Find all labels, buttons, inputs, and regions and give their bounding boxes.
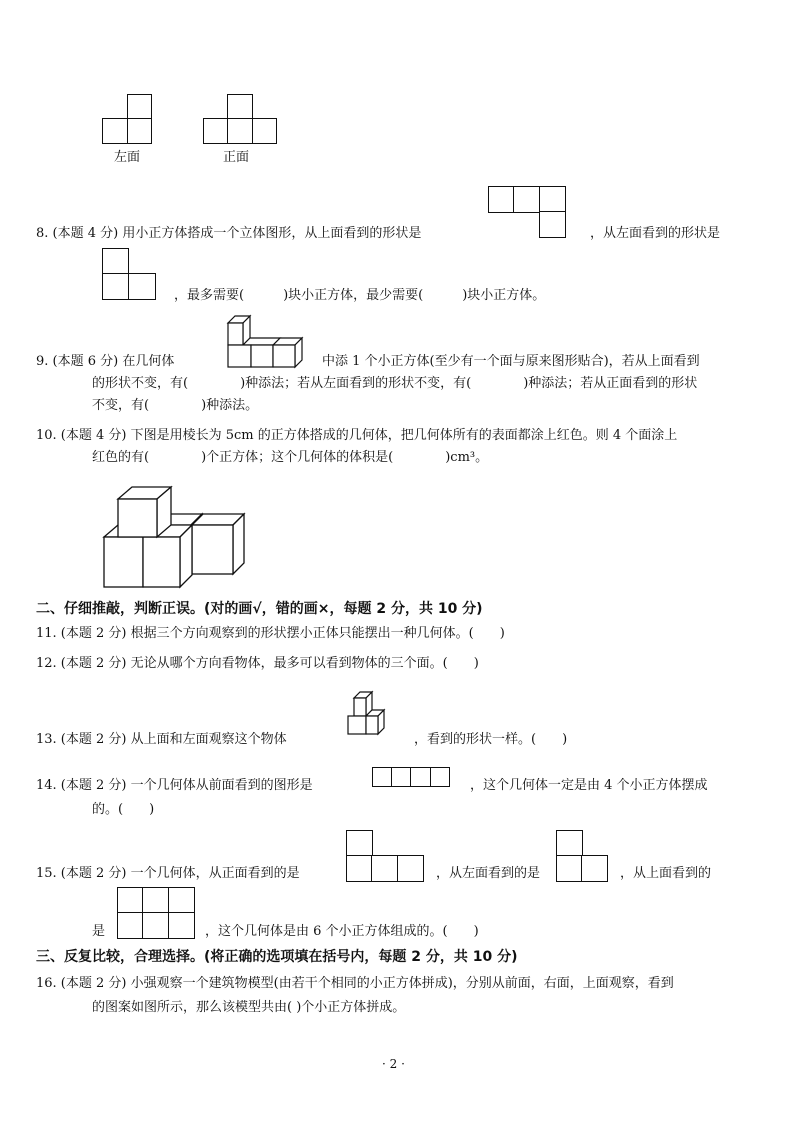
section-2-title: 二、仔细推敲，判断正误。(对的画√，错的画×，每题 2 分，共 10 分) — [36, 601, 483, 617]
q9-text-1: 9. (本题 6 分) 在几何体 — [36, 354, 175, 369]
q15-front-view-figure — [346, 830, 424, 882]
q14-text-3: 的。( ) — [92, 802, 155, 817]
q11-text: 11. (本题 2 分) 根据三个方向观察到的形状摆小正体只能摆出一种几何体。( ) — [36, 626, 505, 641]
q9-text-3: 的形状不变，有( )种添法；若从左面看到的形状不变，有( )种添法；若从正面看到的形状 — [92, 376, 698, 391]
q15-text-3: ，从上面看到的 — [620, 866, 712, 881]
q14-text-1: 14. (本题 2 分) 一个几何体从前面看到的图形是 — [36, 778, 313, 793]
section-3-title: 三、反复比较，合理选择。(将正确的选项填在括号内，每题 2 分，共 10 分) — [36, 949, 518, 965]
page-number: · 2 · — [382, 1057, 405, 1071]
q14-text-2: ，这个几何体一定是由 4 个小正方体摆成 — [470, 778, 708, 793]
q13-text-2: ，看到的形状一样。( ) — [414, 732, 568, 747]
front-view-label: 正面 — [223, 150, 250, 165]
q10-text-2: 红色的有( )个正方体；这个几何体的体积是( )cm³。 — [92, 450, 489, 465]
q12-text: 12. (本题 2 分) 无论从哪个方向看物体，最多可以看到物体的三个面。( ) — [36, 656, 479, 671]
q15-top-view-figure — [117, 887, 195, 939]
q15-text-4: 是 — [92, 924, 106, 939]
q13-solid-figure — [348, 692, 396, 738]
left-view-label: 左面 — [114, 150, 141, 165]
q8-text-3: ，最多需要( )块小正方体，最少需要( )块小正方体。 — [174, 288, 546, 303]
q16-text-1: 16. (本题 2 分) 小强观察一个建筑物模型(由若干个相同的小正方体拼成)，分别从前面，右面，上面观察，看到 — [36, 976, 674, 991]
q15-text-2: ，从左面看到的是 — [436, 866, 541, 881]
left-view-figure — [102, 94, 152, 144]
q9-solid-figure — [228, 316, 308, 368]
q10-text-1: 10. (本题 4 分) 下图是用棱长为 5cm 的正方体搭成的几何体，把几何体所有的表面都涂上红色。则 4 个面涂上 — [36, 428, 678, 443]
q15-text-5: ，这个几何体是由 6 个小正方体组成的。( ) — [205, 924, 479, 939]
q16-text-2: 的图案如图所示，那么该模型共由( )个小正方体拼成。 — [92, 1000, 406, 1015]
q15-left-view-figure — [556, 830, 608, 882]
q13-text-1: 13. (本题 2 分) 从上面和左面观察这个物体 — [36, 732, 287, 747]
front-view-figure — [203, 94, 277, 144]
q9-text-2: 中添 1 个小正方体(至少有一个面与原来图形贴合)，若从上面看到 — [322, 354, 700, 369]
q8-text-1: 8. (本题 4 分) 用小正方体搭成一个立体图形，从上面看到的形状是 — [36, 226, 422, 241]
q15-text-1: 15. (本题 2 分) 一个几何体，从正面看到的是 — [36, 866, 300, 881]
q9-text-4: 不变，有( )种添法。 — [92, 398, 259, 413]
q14-front-view-figure — [372, 767, 450, 787]
q10-solid-figure — [104, 487, 244, 587]
q8-text-2: ，从左面看到的形状是 — [590, 226, 721, 241]
q8-left-view-figure — [102, 248, 156, 300]
q8-top-view-figure — [488, 186, 566, 238]
